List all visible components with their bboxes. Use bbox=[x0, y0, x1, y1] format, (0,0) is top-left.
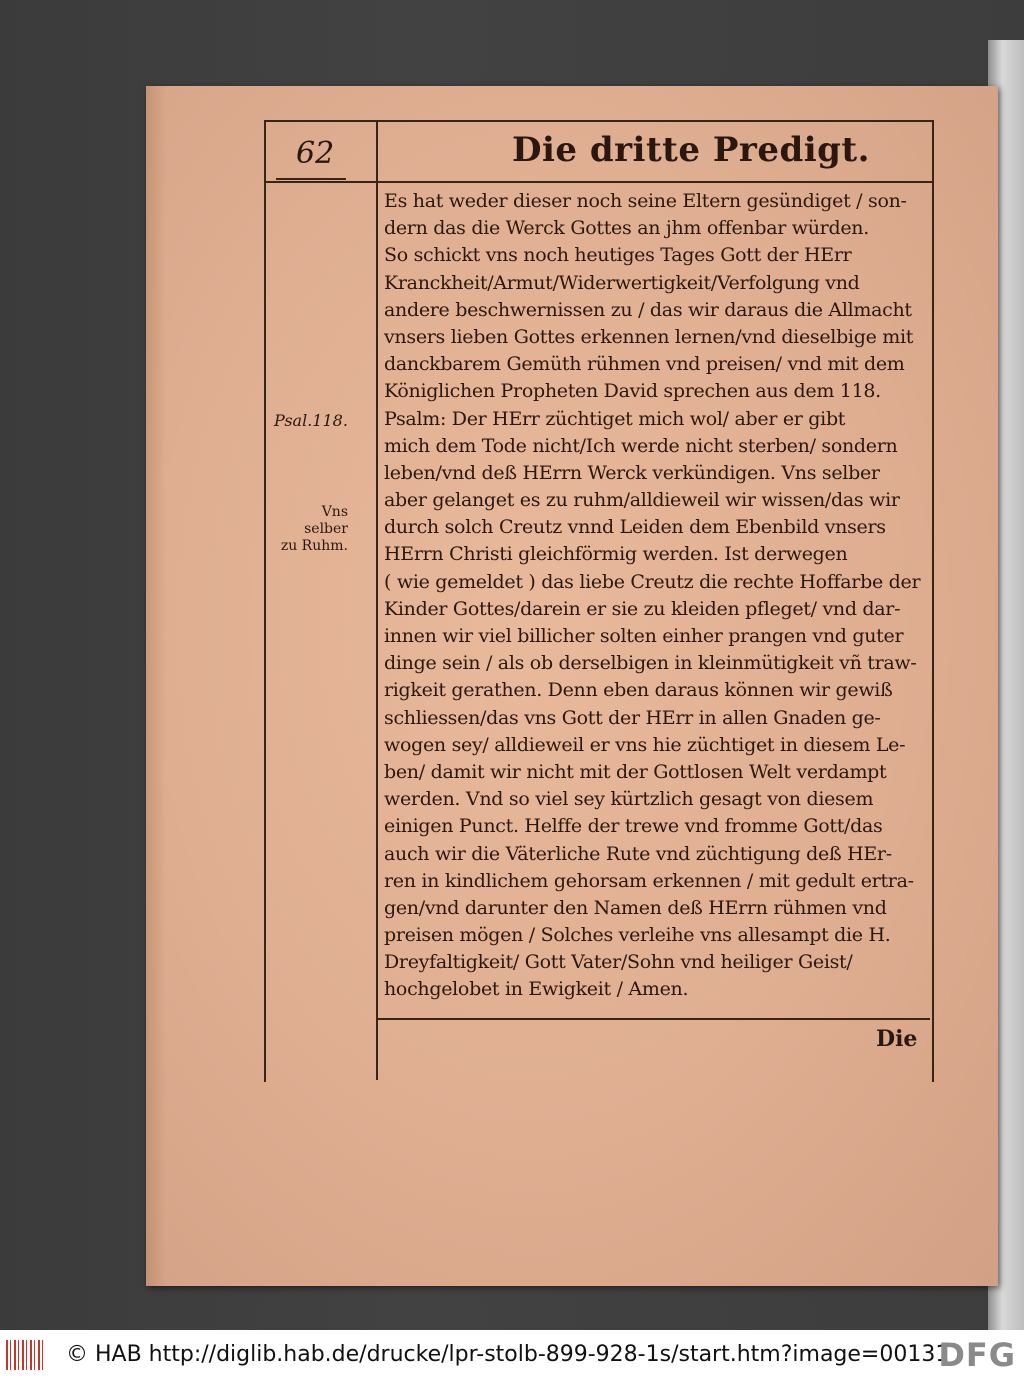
text-line: danckbarem Gemüth rühmen vnd preisen/ vnd mit dem bbox=[384, 353, 905, 376]
margin-column-divider bbox=[376, 120, 378, 1080]
running-head: Die dritte Predigt. bbox=[512, 130, 870, 170]
margin-rule bbox=[276, 178, 346, 180]
text-line: mich dem Tode nicht/Ich werde nicht sterben/ sondern bbox=[384, 434, 898, 457]
marginal-note-line: Vns selber bbox=[304, 504, 348, 537]
catchword: Die bbox=[876, 1026, 918, 1052]
text-line: preisen mögen / Solches verleihe vns allesampt die H. bbox=[384, 924, 891, 947]
text-line: wogen sey/ alldieweil er vns hie züchtiget in diesem Le- bbox=[384, 733, 906, 756]
text-line: ben/ damit wir nicht mit der Gottlosen Welt verdampt bbox=[384, 760, 887, 783]
text-line: hochgelobet in Ewigkeit / Amen. bbox=[384, 978, 689, 1001]
text-line: dern das die Werck Gottes an jhm offenbar würden. bbox=[384, 217, 869, 240]
header-rule bbox=[264, 181, 932, 183]
book-page bbox=[146, 86, 998, 1286]
text-line: auch wir die Väterliche Rute vnd züchtigung deß HEr- bbox=[384, 842, 892, 865]
text-line: HErrn Christi gleichförmig werden. Ist derwegen bbox=[384, 543, 848, 566]
text-line: Königlichen Propheten David sprechen aus dem 118. bbox=[384, 380, 881, 403]
text-line: ( wie gemeldet ) das liebe Creutz die rechte Hoffarbe der bbox=[384, 570, 921, 593]
text-line: Kranckheit/Armut/Widerwertigkeit/Verfolgung vnd bbox=[384, 271, 860, 294]
marginal-note bbox=[278, 504, 348, 555]
body-text bbox=[384, 188, 924, 1004]
text-line: So schickt vns noch heutiges Tages Gott der HErr bbox=[384, 244, 852, 267]
text-line: vnsers lieben Gottes erkennen lernen/vnd dieselbige mit bbox=[384, 325, 914, 348]
text-line: Dreyfaltigkeit/ Gott Vater/Sohn vnd heiliger Geist/ bbox=[384, 951, 853, 974]
viewer-footer bbox=[0, 1330, 1024, 1379]
bottom-rule bbox=[378, 1018, 930, 1020]
dfg-logo: DFG bbox=[938, 1336, 1016, 1374]
text-line: Es hat weder dieser noch seine Eltern gesündiget / son- bbox=[384, 190, 907, 212]
text-line: schliessen/das vns Gott der HErr in allen Gnaden ge- bbox=[384, 706, 881, 729]
text-line: dinge sein / als ob derselbigen in kleinmütigkeit vñ traw- bbox=[384, 652, 917, 675]
text-line: Kinder Gottes/darein er sie zu kleiden pfleget/ vnd dar- bbox=[384, 597, 901, 620]
barcode-icon bbox=[6, 1340, 46, 1370]
text-line: einigen Punct. Helffe der trewe vnd fromme Gott/das bbox=[384, 815, 883, 838]
page-number: 62 bbox=[296, 136, 335, 171]
text-line: andere beschwernissen zu / das wir daraus die Allmacht bbox=[384, 298, 912, 321]
text-line: leben/vnd deß HErrn Werck verkündigen. Vns selber bbox=[384, 461, 880, 484]
text-line: rigkeit gerathen. Denn eben daraus können wir gewiß bbox=[384, 679, 893, 702]
text-line: durch solch Creutz vnnd Leiden dem Ebenbild vnsers bbox=[384, 516, 886, 539]
text-line: werden. Vnd so viel sey kürtzlich gesagt von diesem bbox=[384, 788, 874, 811]
copyright-link[interactable]: © HAB http://diglib.hab.de/drucke/lpr-stolb-899-928-1s/start.htm?image=00131 bbox=[66, 1342, 950, 1367]
marginal-psalm-reference: Psal.118. bbox=[274, 411, 348, 430]
text-line: innen wir viel billicher solten einher prangen vnd guter bbox=[384, 625, 904, 647]
marginal-note-line: zu Ruhm. bbox=[280, 538, 348, 554]
text-line: aber gelanget es zu ruhm/alldieweil wir wissen/das wir bbox=[384, 489, 900, 512]
text-line: gen/vnd darunter den Namen deß HErrn rühmen vnd bbox=[384, 896, 887, 919]
text-line: Psalm: Der HErr züchtiget mich wol/ aber er gibt bbox=[384, 407, 846, 430]
text-line: ren in kindlichem gehorsam erkennen / mit gedult ertra- bbox=[384, 869, 914, 892]
